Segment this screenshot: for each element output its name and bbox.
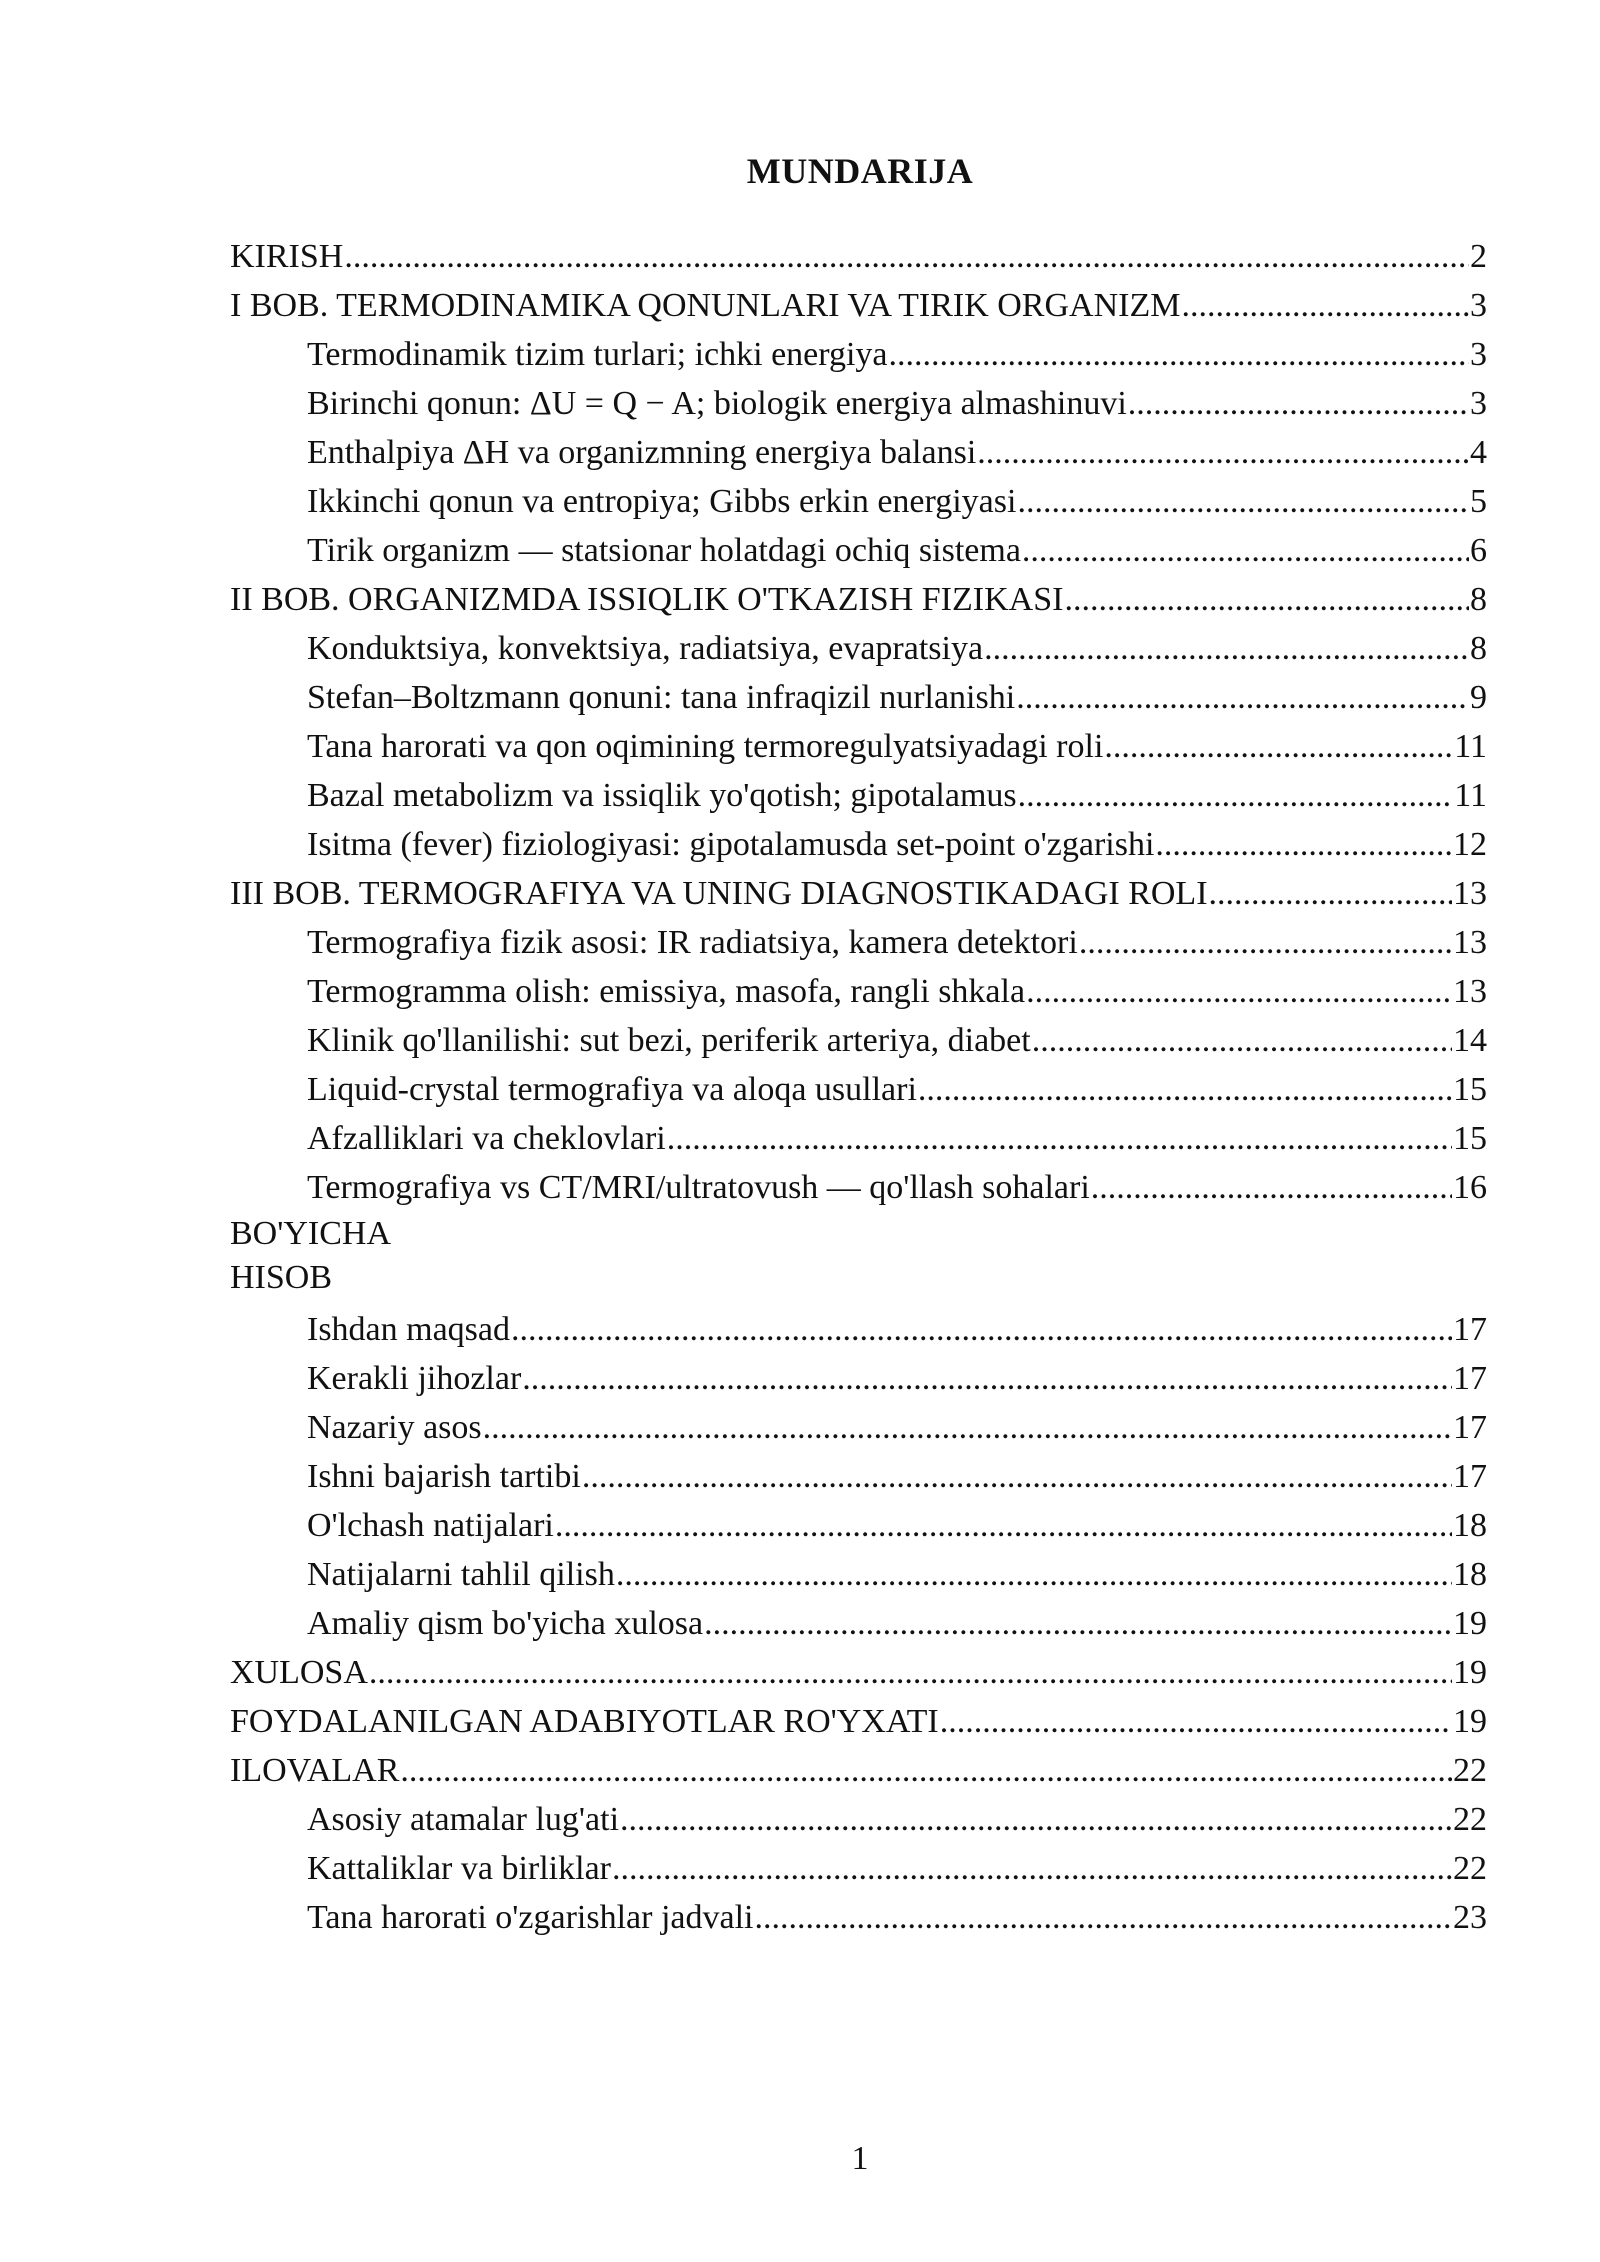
- toc-subentry[interactable]: [230, 771, 1487, 820]
- toc-entry-text: Enthalpiya ΔH va organizmning energiya balansi: [307, 434, 977, 471]
- dot-leader: [582, 1452, 1452, 1501]
- toc-subentry[interactable]: [230, 820, 1487, 869]
- toc-page-number: 6: [1470, 532, 1487, 569]
- toc-page-number: 4: [1470, 434, 1487, 471]
- toc-page-number: 17: [1453, 1360, 1487, 1397]
- toc-entry[interactable]: [230, 1212, 1487, 1305]
- toc-subentry[interactable]: [230, 1065, 1487, 1114]
- toc-entry-text: XULOSA: [230, 1654, 368, 1691]
- dot-leader: [511, 1305, 1452, 1354]
- dot-leader: [1026, 967, 1452, 1016]
- dot-leader: [667, 1114, 1452, 1163]
- toc-subentry[interactable]: [230, 1403, 1487, 1452]
- toc-subentry[interactable]: [230, 428, 1487, 477]
- dot-leader: [984, 624, 1469, 673]
- toc-page-number: 2: [1470, 238, 1487, 275]
- toc-entry-text: I BOB. TERMODINAMIKA QONUNLARI VA TIRIK ORGANIZM: [230, 287, 1181, 324]
- toc-page-number: 13: [1453, 973, 1487, 1010]
- toc-entry-text: Termogramma olish: emissiya, masofa, rangli shkala: [307, 973, 1026, 1010]
- toc-entry-text: Tana harorati o'zgarishlar jadvali: [307, 1899, 754, 1936]
- dot-leader: [754, 1893, 1452, 1942]
- dot-leader: [1017, 477, 1469, 526]
- toc-subentry[interactable]: [230, 1795, 1487, 1844]
- toc-page-number: 11: [1454, 728, 1487, 765]
- toc-subentry[interactable]: [230, 1893, 1487, 1942]
- dot-leader: [918, 1065, 1452, 1114]
- toc-entry-text: Termografiya fizik asosi: IR radiatsiya, kamera detektori: [307, 924, 1078, 961]
- toc-entry-text: Kerakli jihozlar: [307, 1360, 522, 1397]
- toc-subentry[interactable]: [230, 379, 1487, 428]
- toc-entry-text: Ikkinchi qonun va entropiya; Gibbs erkin energiyasi: [307, 483, 1017, 520]
- toc-subentry[interactable]: [230, 1550, 1487, 1599]
- toc-entry-text: Tana harorati va qon oqimining termoregulyatsiyadagi roli: [307, 728, 1104, 765]
- toc-entry-text: Stefan–Boltzmann qonuni: tana infraqizil nurlanishi: [307, 679, 1016, 716]
- table-of-contents: [230, 232, 1487, 1942]
- dot-leader: [483, 1403, 1452, 1452]
- toc-entry[interactable]: [230, 869, 1487, 918]
- toc-page-number: 19: [1453, 1605, 1487, 1642]
- toc-entry-text: Isitma (fever) fiziologiyasi: gipotalamusda set-point o'zgarishi: [307, 826, 1155, 863]
- toc-page-number: 3: [1470, 287, 1487, 324]
- toc-entry-wrap: [230, 1212, 1487, 1300]
- toc-entry-text: KIRISH: [230, 238, 344, 275]
- toc-page-number: 15: [1453, 1120, 1487, 1157]
- toc-entry-text: Klinik qo'llanilishi: sut bezi, periferik arteriya, diabet: [307, 1022, 1031, 1059]
- toc-entry[interactable]: [230, 232, 1487, 281]
- dot-leader: [1079, 918, 1452, 967]
- toc-subentry[interactable]: [230, 673, 1487, 722]
- dot-leader: [1016, 673, 1469, 722]
- dot-leader: [522, 1354, 1452, 1403]
- toc-subentry[interactable]: [230, 330, 1487, 379]
- dot-leader: [400, 1746, 1452, 1795]
- toc-page-number: 5: [1470, 483, 1487, 520]
- toc-subentry[interactable]: [230, 477, 1487, 526]
- toc-entry-text: Ishdan maqsad: [307, 1311, 511, 1348]
- toc-page-number: 19: [1453, 1703, 1487, 1740]
- toc-entry-text: Asosiy atamalar lug'ati: [307, 1801, 620, 1838]
- toc-entry-text: Birinchi qonun: ΔU = Q − A; biologik energiya almashinuvi: [307, 385, 1127, 422]
- toc-page-number: 12: [1453, 826, 1487, 863]
- toc-title: MUNDARIJA: [746, 151, 974, 191]
- toc-entry-text: Termodinamik tizim turlari; ichki energiya: [307, 336, 888, 373]
- page-number: 1: [851, 2140, 869, 2177]
- dot-leader: [612, 1844, 1452, 1893]
- toc-entry-text: Nazariy asos: [307, 1409, 482, 1446]
- dot-leader: [1091, 1163, 1452, 1212]
- dot-leader: [704, 1599, 1452, 1648]
- toc-page-number: 18: [1453, 1556, 1487, 1593]
- dot-leader: [344, 232, 1469, 281]
- toc-subentry[interactable]: [230, 1305, 1487, 1354]
- toc-page-number: 14: [1453, 1022, 1487, 1059]
- toc-entry-line2: [230, 1212, 1487, 1300]
- toc-subentry[interactable]: [230, 1452, 1487, 1501]
- toc-entry-text: III BOB. TERMOGRAFIYA VA UNING DIAGNOSTIKADAGI ROLI: [230, 875, 1208, 912]
- toc-entry-text: Afzalliklari va cheklovlari: [307, 1120, 666, 1157]
- toc-page-number: 17: [1453, 1311, 1487, 1348]
- toc-entry-text: Tirik organizm — statsionar holatdagi ochiq sistema: [307, 532, 1021, 569]
- toc-entry-text: Kattaliklar va birliklar: [307, 1850, 611, 1887]
- dot-leader: [369, 1648, 1452, 1697]
- toc-subentry[interactable]: [230, 1844, 1487, 1893]
- toc-page-number: 3: [1470, 336, 1487, 373]
- toc-page-number: 3: [1470, 385, 1487, 422]
- dot-leader: [940, 1697, 1452, 1746]
- toc-page-number: 22: [1453, 1850, 1487, 1887]
- toc-entry-text: Natijalarni tahlil qilish: [307, 1556, 615, 1593]
- toc-page-number: 19: [1453, 1654, 1487, 1691]
- toc-entry-text: Konduktsiya, konvektsiya, radiatsiya, evapratsiya: [307, 630, 984, 667]
- toc-page-number: 22: [1453, 1801, 1487, 1838]
- toc-subentry[interactable]: [230, 1016, 1487, 1065]
- toc-page-number: 8: [1470, 630, 1487, 667]
- toc-subentry[interactable]: [230, 1354, 1487, 1403]
- dot-leader: [555, 1501, 1452, 1550]
- toc-subentry[interactable]: [230, 1163, 1487, 1212]
- dot-leader: [616, 1550, 1452, 1599]
- toc-entry-text: Bazal metabolizm va issiqlik yo'qotish; gipotalamus: [307, 777, 1017, 814]
- toc-subentry[interactable]: [230, 967, 1487, 1016]
- toc-subentry[interactable]: [230, 722, 1487, 771]
- toc-entry-text: Amaliy qism bo'yicha xulosa: [307, 1605, 704, 1642]
- toc-page-number: 15: [1453, 1071, 1487, 1108]
- toc-entry[interactable]: [230, 1648, 1487, 1697]
- toc-page-number: 17: [1453, 1409, 1487, 1446]
- dot-leader: [1155, 820, 1452, 869]
- toc-entry[interactable]: [230, 1746, 1487, 1795]
- toc-page-number: 11: [1454, 777, 1487, 814]
- dot-leader: [1022, 526, 1469, 575]
- dot-leader: [1209, 869, 1452, 918]
- toc-page-number: 13: [1453, 875, 1487, 912]
- toc-subentry[interactable]: [230, 918, 1487, 967]
- dot-leader: [1018, 771, 1454, 820]
- toc-page-number: 8: [1470, 581, 1487, 618]
- toc-entry-text: FOYDALANILGAN ADABIYOTLAR RO'YXATI: [230, 1703, 939, 1740]
- toc-entry-text: O'lchash natijalari: [307, 1507, 554, 1544]
- dot-leader: [1064, 575, 1469, 624]
- toc-entry-text: Ishni bajarish tartibi: [307, 1458, 581, 1495]
- dot-leader: [1032, 1016, 1452, 1065]
- toc-subentry[interactable]: [230, 1501, 1487, 1550]
- toc-entry[interactable]: [230, 281, 1487, 330]
- toc-subentry[interactable]: [230, 526, 1487, 575]
- toc-entry-text: ILOVALAR: [230, 1752, 400, 1789]
- toc-page-number: 9: [1470, 679, 1487, 716]
- dot-leader: [1181, 281, 1469, 330]
- toc-entry-text: II BOB. ORGANIZMDA ISSIQLIK O'TKAZISH FIZIKASI: [230, 581, 1064, 618]
- toc-page-number: 16: [1453, 1169, 1487, 1206]
- dot-leader: [977, 428, 1469, 477]
- dot-leader: [889, 330, 1470, 379]
- dot-leader: [1104, 722, 1453, 771]
- toc-entry-text: Termografiya vs CT/MRI/ultratovush — qo'llash sohalari: [307, 1169, 1090, 1206]
- toc-page-number: 18: [1453, 1507, 1487, 1544]
- toc-page-number: 22: [1453, 1752, 1487, 1789]
- toc-page-number: 17: [1453, 1458, 1487, 1495]
- dot-leader: [620, 1795, 1452, 1844]
- toc-subentry[interactable]: [230, 624, 1487, 673]
- toc-entry[interactable]: [230, 575, 1487, 624]
- toc-page-number: 13: [1453, 924, 1487, 961]
- toc-entry-text-continued: BO'YICHA HISOB: [230, 1215, 390, 1296]
- toc-subentry[interactable]: [230, 1599, 1487, 1648]
- toc-entry-text: Liquid-crystal termografiya va aloqa usullari: [307, 1071, 917, 1108]
- toc-page-number: 23: [1453, 1899, 1487, 1936]
- dot-leader: [1128, 379, 1469, 428]
- toc-subentry[interactable]: [230, 1114, 1487, 1163]
- toc-entry[interactable]: [230, 1697, 1487, 1746]
